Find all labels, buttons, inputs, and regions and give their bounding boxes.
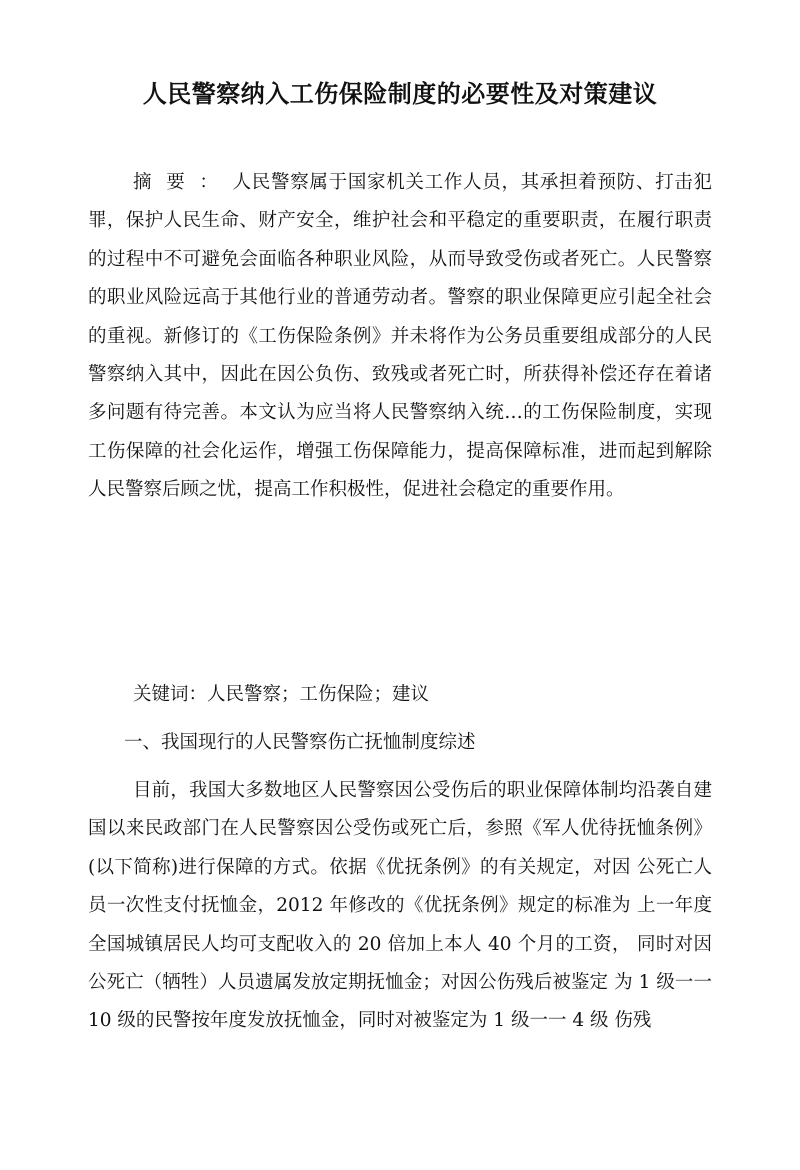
document-title: 人民警察纳入工伤保险制度的必要性及对策建议 [142,80,658,108]
keywords-line: 关键词：人民警察；工伤保险；建议 [133,684,430,705]
section-heading: 一、我国现行的人民警察伤亡抚恤制度综述 [124,732,476,753]
abstract-label: 摘要： [133,172,233,193]
abstract-text: 人民警察属于国家机关工作人员，其承担着预防、打击犯罪，保护人民生命、财产安全，维护社会和平稳定的重要职责，在履行职责的过程中不可避免会面临各种职业风险，从而导致受伤或者死亡。人民警察的职业风险远高于其他行业的普通劳动者。警察的职业保障更应引起全社会的重视。新修订的《工伤保险条例》并未将作为公务员重要组成部分的人民警察纳入其中，因此在因公负伤、致残或者死亡时，所获得补偿还存在着诸多问题有待完善。本文认为应当将人民警察纳入统…的工伤保险制度，实现工伤保障的社会化运作，增强工伤保障能力，提高保障标准，进而起到解除人民警察后顾之忧，提高工作积极性，促进社会稳定的重要作用。 [88,172,712,501]
abstract-paragraph [88,164,712,510]
body-paragraph: 目前，我国大多数地区人民警察因公受伤后的职业保障体制均沿袭自建国以来民政部门在人民警察因公受伤或死亡后，参照《军人优待抚恤条例》(以下简称)进行保障的方式。依据《优抚条例》的有关规定，对因 公死亡人员一次性支付抚恤金，2012 年修改的《优抚条例》规定的标准为 上一年度全国城镇居民人均可支配收入的 20 倍加上本人 40 个月的工资， 同时对因公死亡（牺牲）人员遗属发放定期抚恤金；对因公伤残后被鉴定 为 1 级一一 10 级的民警按年度发放抚恤金，同时对被鉴定为 1 级一一 4 级 伤残 [88,780,712,1032]
